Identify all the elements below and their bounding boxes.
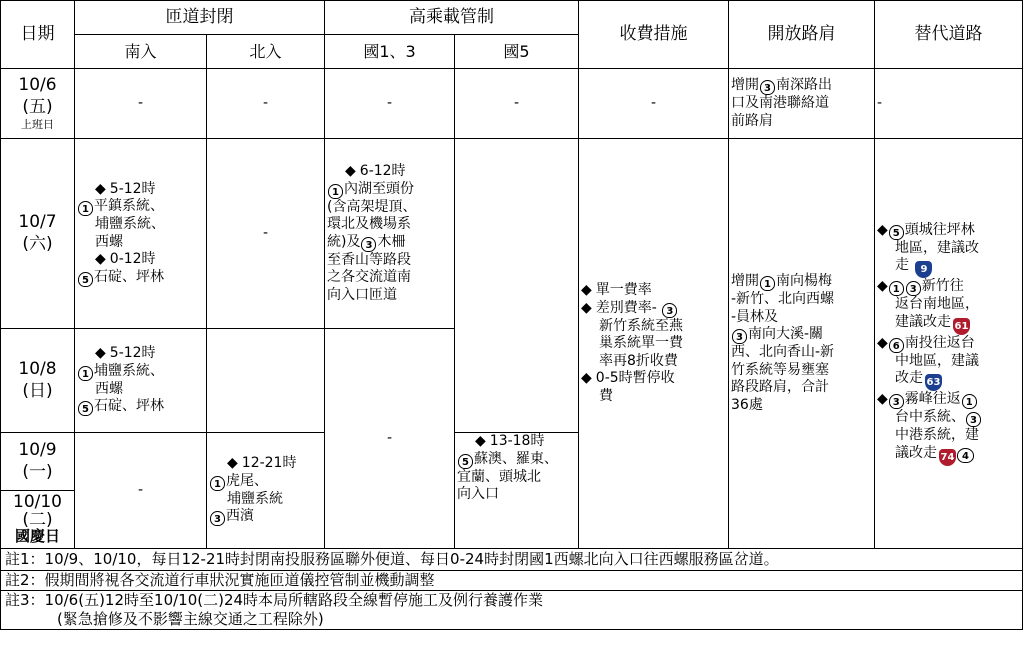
text: 西螺 xyxy=(95,380,123,397)
shoulder-1006 xyxy=(729,69,875,139)
national-highway-1-icon: 1 xyxy=(328,184,343,199)
text: 議改走 xyxy=(895,444,937,461)
text: 0-12時 xyxy=(109,251,156,267)
national-highway-3-icon: 3 xyxy=(210,511,225,526)
north-1009-1010: ◆ 12-21時 1 虎尾、 埔鹽系統 3 西濱 xyxy=(207,433,325,549)
south-1006: - xyxy=(75,69,207,139)
text: 返台南地區， xyxy=(895,296,979,312)
note-2: 註2：假期間將視各交流道行車狀況實施匝道儀控管制並機動調整 xyxy=(1,571,1023,591)
text: 6-12時 xyxy=(359,163,406,179)
text: 石碇、坪林 xyxy=(94,398,164,414)
text: 南向楊梅 xyxy=(776,273,832,289)
national-highway-3-icon: 3 xyxy=(662,303,677,318)
text: 增開 xyxy=(731,273,759,289)
header-north-in: 北入 xyxy=(207,35,325,69)
shoulder-open xyxy=(729,139,875,549)
national-highway-1-icon: 1 xyxy=(760,276,775,291)
toll-measures: ◆ 單一費率 ◆ 差別費率- 3 新竹系統至燕 巢系統單一費 率再8折收費 ◆ 0-5時暫停收 費 xyxy=(579,139,729,549)
text: 地區，建議改 xyxy=(895,239,979,256)
text: 宜蘭、頭城北 xyxy=(457,468,541,485)
text: 至香山等路段 xyxy=(327,251,411,268)
text: 西、北向香山-新 xyxy=(731,344,835,360)
text: 石碇、坪林 xyxy=(94,268,164,285)
national-highway-1-icon: 1 xyxy=(889,281,904,296)
text: 蘇澳、羅東、 xyxy=(474,450,558,467)
national-highway-5-icon: 5 xyxy=(78,401,93,416)
header-hov: 高乘載管制 xyxy=(325,1,579,35)
weekday-text: (五) xyxy=(22,96,53,117)
weekday-text: (六) xyxy=(22,233,53,254)
national-highway-5-icon: 5 xyxy=(889,225,904,240)
text: 13-18時 xyxy=(489,433,545,449)
national-highway-4-icon: 4 xyxy=(957,448,974,463)
text: 巢系統單一費 xyxy=(599,335,683,351)
text: 頭城往坪林 xyxy=(904,221,975,238)
text: 12-21時 xyxy=(241,455,297,471)
text: 木柵 xyxy=(377,233,406,250)
header-toll: 收費措施 xyxy=(579,1,729,69)
text: 0-5時暫停收 xyxy=(595,370,675,386)
national-highway-3-icon: 3 xyxy=(889,394,904,409)
text: 路段路肩，合計 xyxy=(731,379,829,395)
text: 向入口 xyxy=(457,486,499,502)
hov5-1006: - xyxy=(455,69,579,139)
national-highway-3-icon: 3 xyxy=(361,237,376,252)
text: 單一費率 xyxy=(595,282,652,298)
text: 走 xyxy=(895,257,909,273)
north-1006: - xyxy=(207,69,325,139)
text: 南深路出 xyxy=(776,77,832,93)
text: 西螺 xyxy=(95,233,123,250)
national-highway-3-icon: 3 xyxy=(906,281,921,296)
header-ramp-closure: 匝道封閉 xyxy=(75,1,325,35)
text: 中地區，建議 xyxy=(895,352,979,369)
header-date: 日期 xyxy=(1,1,75,69)
text: (含高架堤頂、 xyxy=(327,198,417,215)
text: 西濱 xyxy=(226,508,254,524)
text: 增開 xyxy=(731,77,759,93)
hov5-1008-1010: ◆ 13-18時 5 蘇澳、羅東、 宜蘭、頭城北 向入口 xyxy=(455,433,579,549)
hov5-1007-empty xyxy=(455,139,579,433)
national-highway-3-icon: 3 xyxy=(732,329,747,344)
header-nat13: 國1、3 xyxy=(325,35,455,69)
text: 新竹系統至燕 xyxy=(599,317,683,334)
text: 中港系統，建 xyxy=(895,427,979,443)
text: 口及南港聯絡道 xyxy=(731,95,829,111)
provincial-highway-61-icon: 61 xyxy=(953,318,970,335)
weekday-text: (二) xyxy=(22,509,53,530)
weekday-text: (日) xyxy=(22,380,53,401)
workday-note: 上班日 xyxy=(21,117,54,131)
text: 建議改走 xyxy=(895,313,951,330)
weekday-text: (一) xyxy=(22,461,53,482)
date-cell-1010 xyxy=(1,491,75,549)
text: 費 xyxy=(599,387,613,404)
text: 埔鹽系統、 xyxy=(94,362,164,379)
national-highway-3-icon: 3 xyxy=(760,80,775,95)
text: 霧峰往返 xyxy=(904,391,961,407)
text: 平鎮系統、 xyxy=(94,198,164,214)
national-highway-1-icon: 1 xyxy=(210,476,225,491)
date-cell-1009 xyxy=(1,433,75,491)
note-3-line-1: 註3：10/6(五)12時至10/10(二)24時本局所轄路段全線暫停施工及例行養護作業 xyxy=(5,591,544,609)
note-1: 註1：10/9、10/10，每日12-21時封閉南投服務區聯外便道、每日0-24時封閉國1西螺北向入口往西螺服務區岔道。 xyxy=(1,549,1023,571)
hov13-1007: ◆ 6-12時 1 內湖至頭份 (含高架堤頂、 環北及機場系 統)及 3 木柵 至香山等路段 之各交流道南 向入口匝道 xyxy=(325,139,455,329)
national-highway-1-icon: 1 xyxy=(78,201,93,216)
text: 南向大溪-關 xyxy=(748,326,824,342)
text: 之各交流道南 xyxy=(327,269,411,285)
alternative-routes: ◆ 5 頭城往坪林 地區，建議改 走 9 ◆ 1 3 新竹往 返台南地區， 建議改走 61 ◆ 6 南投往返台 中地區，建議 改走 63 ◆ 3 霧峰往返 1 台中系統、 3 中港系統，建 議改走 74 4 xyxy=(875,139,1023,549)
date-cell-1008 xyxy=(1,329,75,433)
national-highway-6-icon: 6 xyxy=(889,338,904,353)
note-3-line-2: (緊急搶修及不影響主線交通之工程除外) xyxy=(57,609,324,628)
national-highway-5-icon: 5 xyxy=(78,272,93,287)
alt-1006: - xyxy=(875,69,1023,139)
hov13-1006: - xyxy=(325,69,455,139)
header-alt: 替代道路 xyxy=(875,1,1023,69)
south-1009-1010: - xyxy=(75,433,207,549)
toll-1006: - xyxy=(579,69,729,139)
text: 率再8折收費 xyxy=(599,352,678,369)
header-nat5: 國5 xyxy=(455,35,579,69)
date-text: 10/10 xyxy=(13,491,62,512)
provincial-highway-9-icon: 9 xyxy=(915,261,932,278)
provincial-highway-63-icon: 63 xyxy=(925,374,942,391)
text: 差別費率- xyxy=(595,299,657,316)
national-highway-1-icon: 1 xyxy=(962,394,977,409)
text: 5-12時 xyxy=(109,345,156,361)
hov13-1008-1010: - xyxy=(325,329,455,549)
header-shoulder: 開放路肩 xyxy=(729,1,875,69)
header-south-in: 南入 xyxy=(75,35,207,69)
text: -新竹、北向西螺 xyxy=(731,291,835,307)
text: 埔鹽系統、 xyxy=(95,216,165,232)
text: 環北及機場系 xyxy=(327,216,411,232)
text: 前路肩 xyxy=(731,112,773,129)
text: 南投往返台 xyxy=(904,334,975,351)
date-text: 10/6 xyxy=(18,75,57,96)
text: -員林及 xyxy=(731,308,779,325)
provincial-highway-74-icon: 74 xyxy=(939,449,956,466)
north-1007-1008: - xyxy=(207,139,325,329)
national-highway-1-icon: 1 xyxy=(78,366,93,381)
south-1007: ◆ 5-12時 1 平鎮系統、 埔鹽系統、 西螺 ◆ 0-12時 5 石碇、坪林 xyxy=(75,139,207,329)
text: 虎尾、 xyxy=(226,472,268,489)
text: 統)及 xyxy=(327,233,361,250)
north-1008-empty xyxy=(207,329,325,433)
national-highway-3-icon: 3 xyxy=(966,412,981,427)
text: 新竹往 xyxy=(921,278,964,294)
text: 向入口匝道 xyxy=(327,286,397,303)
date-text: 10/8 xyxy=(18,359,57,380)
date-cell-1006 xyxy=(1,69,75,139)
text: 改走 xyxy=(895,370,923,386)
text: 埔鹽系統 xyxy=(227,490,283,507)
text: 台中系統、 xyxy=(895,409,965,425)
note-3 xyxy=(1,591,1023,630)
date-cell-1007 xyxy=(1,139,75,329)
national-highway-5-icon: 5 xyxy=(458,454,473,469)
holiday-label: 國慶日 xyxy=(14,527,60,546)
date-text: 10/7 xyxy=(18,212,57,233)
text: 5-12時 xyxy=(109,180,156,197)
text: 竹系統等易壅塞 xyxy=(731,361,829,378)
date-text: 10/9 xyxy=(18,440,57,461)
text: 內湖至頭份 xyxy=(344,180,414,197)
south-1008: ◆ 5-12時 1 埔鹽系統、 西螺 5 石碇、坪林 xyxy=(75,329,207,433)
text: 36處 xyxy=(731,396,763,413)
